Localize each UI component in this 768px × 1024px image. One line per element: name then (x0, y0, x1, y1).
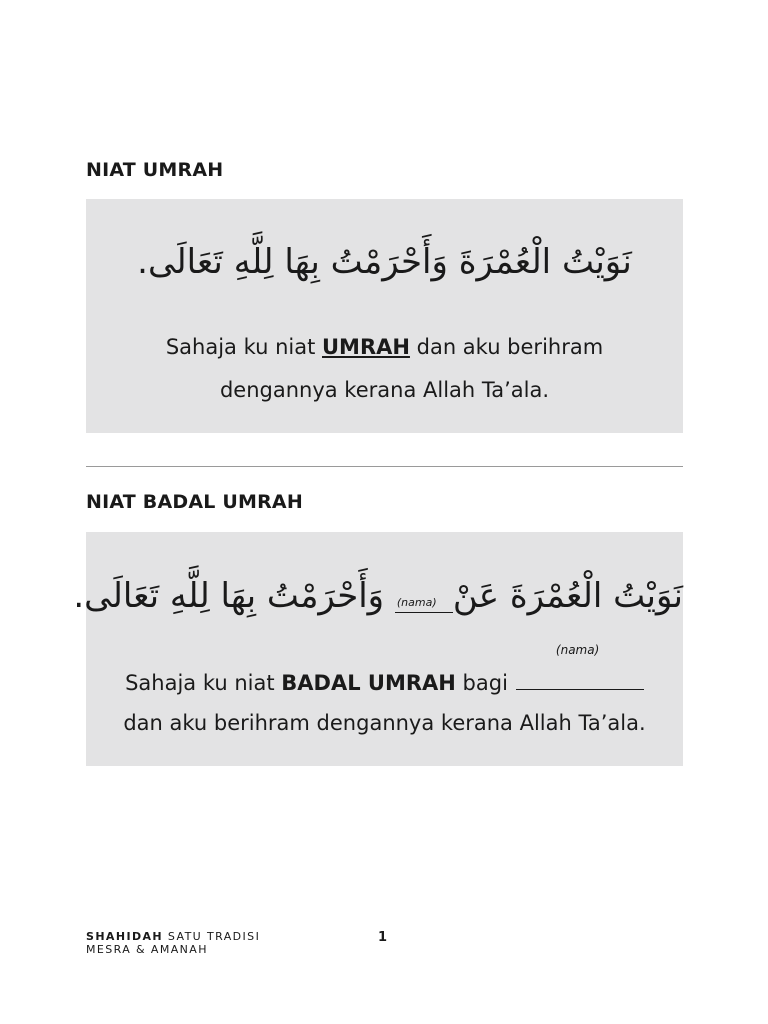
footer-tagline-1: SATU TRADISI (167, 930, 261, 943)
arabic-name-placeholder: (nama) (396, 596, 437, 609)
niat-badal-umrah-box (73, 532, 683, 766)
page-number: 1 (378, 930, 388, 945)
name-blank-line (516, 643, 644, 690)
badal-translation-post: bagi (455, 671, 508, 695)
niat-umrah-translation-line-2: dengannya kerana Allah Ta’ala. (219, 378, 550, 402)
section-divider (86, 466, 683, 467)
badal-translation-pre: Sahaja ku niat (125, 671, 282, 695)
niat-badal-umrah-heading: NIAT BADAL UMRAH (86, 491, 303, 513)
footer-tagline-2: MESRA & AMANAH (86, 943, 208, 956)
niat-umrah-translation-post: dan aku berihram (409, 335, 604, 359)
footer-brand-line-1 (86, 930, 260, 943)
niat-badal-umrah-translation-line-2: dan aku berihram dengannya kerana Allah Ta’ala. (123, 711, 646, 735)
niat-umrah-box (86, 199, 683, 433)
niat-umrah-arabic-text: نَوَيْتُ الْعُمْرَةَ وَأَحْرَمْتُ بِهَا لِلَّهِ تَعَالَى. (137, 242, 632, 282)
niat-badal-umrah-translation-line-1 (86, 643, 683, 695)
arabic-text-part-1: نَوَيْتُ الْعُمْرَةَ عَنْ (452, 576, 683, 616)
footer-brand-block (86, 930, 260, 956)
niat-umrah-heading: NIAT UMRAH (86, 159, 224, 181)
niat-umrah-translation-line-1 (86, 335, 683, 359)
badal-umrah-keyword: BADAL UMRAH (281, 671, 456, 695)
arabic-text-part-2: وَأَحْرَمْتُ بِهَا لِلَّهِ تَعَالَى. (73, 576, 385, 616)
niat-umrah-keyword: UMRAH (322, 335, 410, 359)
footer-brand-name: SHAHIDAH (86, 930, 163, 943)
name-blank-placeholder: (nama) (555, 643, 600, 657)
arabic-name-blank (395, 582, 453, 613)
niat-badal-umrah-arabic-text (73, 576, 683, 616)
niat-umrah-translation-pre: Sahaja ku niat (165, 335, 322, 359)
